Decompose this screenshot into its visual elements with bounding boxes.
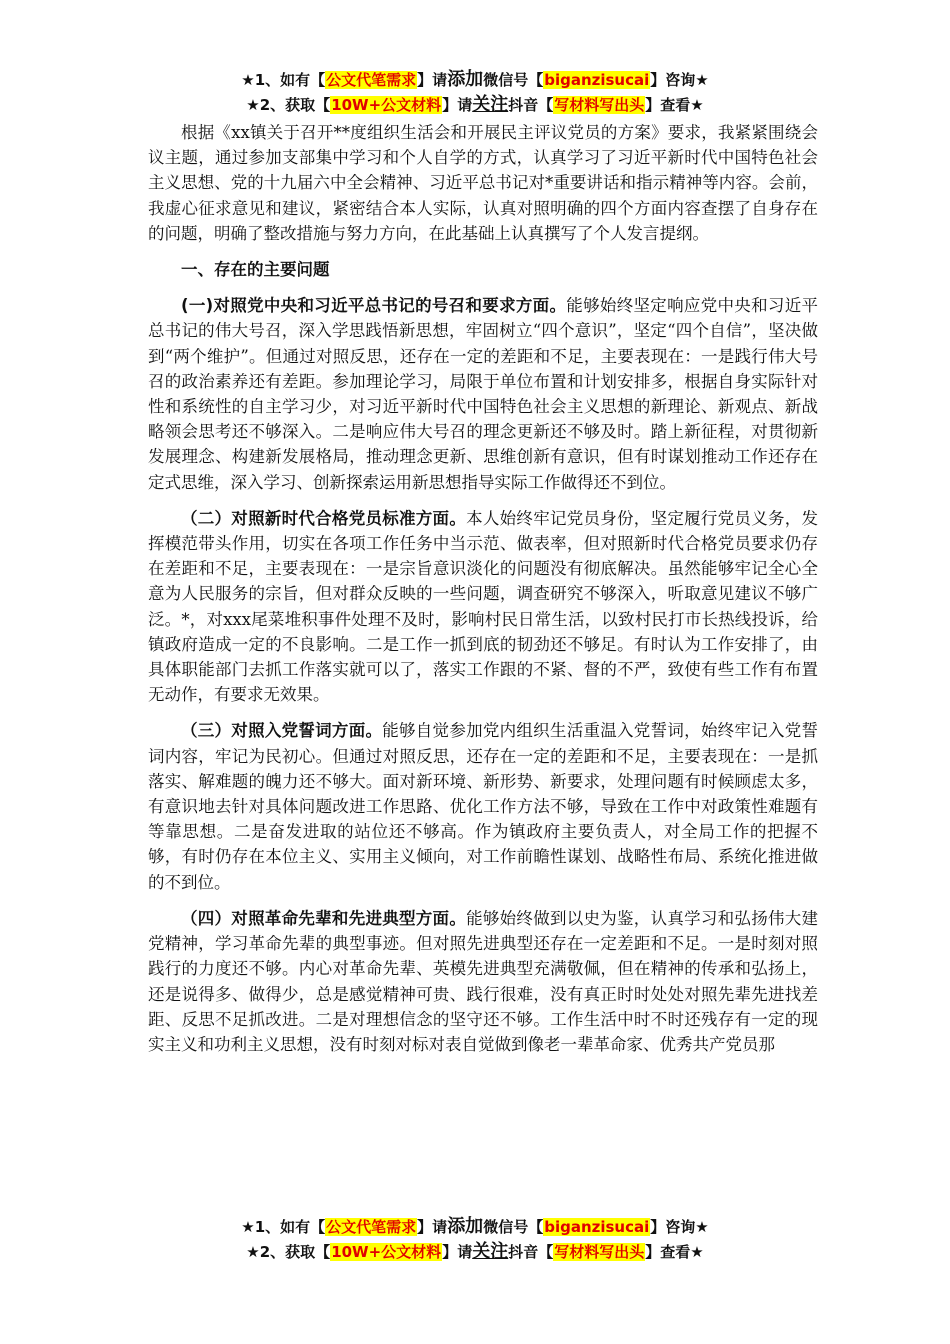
- document-body: [148, 120, 818, 1068]
- banner-bottom-line-1: [0, 1215, 950, 1239]
- banner-highlight: 10W+公文材料: [331, 96, 442, 114]
- star-icon: ★: [246, 1243, 260, 1261]
- banner-text: 】咨询★: [650, 1218, 709, 1236]
- paragraph-lead: （四）对照革命先辈和先进典型方面。: [181, 908, 467, 928]
- section-heading: 一、存在的主要问题: [181, 260, 330, 280]
- banner-douyin-id: 写材料写出头: [554, 1243, 645, 1261]
- paragraph-4: [148, 906, 818, 1057]
- banner-text: 】咨询★: [650, 71, 709, 89]
- banner-text: 2、获取【: [259, 96, 331, 114]
- paragraph-1: [148, 293, 818, 495]
- paragraph-body: 能够始终坚定响应党中央和习近平总书记的伟大号召，深入学思践悟新思想，牢固树立“四个意识”，坚定“四个自信”，坚决做到“两个维护”。但通过对照反思，还存在一定的差距和不足，主要表现在：一是践行伟大号召的政治素养还有差距。参加理论学习，局限于单位布置和计划安排多，根据自身实际针对性和系统性的自主学习少，对习近平新时代中国特色社会主义思想的新理论、新观点、新战略领会思考还不够深入。二是响应伟大号召的理念更新还不够及时。踏上新征程，对贯彻新发展理念、构建新发展格局，推动理念更新、思维创新有意识，但有时谋划推动工作还存在定式思维，深入学习、创新探索运用新思想指导实际工作做得还不到位。: [148, 296, 818, 492]
- star-icon: ★: [241, 1218, 255, 1236]
- paragraph-3: [148, 718, 818, 894]
- star-icon: ★: [246, 96, 260, 114]
- banner-text: 】查看★: [645, 96, 704, 114]
- paragraph-lead: （三）对照入党誓词方面。: [181, 721, 383, 741]
- banner-emphasis: 添加: [447, 69, 484, 90]
- banner-highlight: 公文代笔需求: [326, 71, 417, 89]
- banner-text: 抖音【: [508, 96, 554, 114]
- banner-emphasis: 关注: [472, 1241, 509, 1262]
- banner-text: 1、如有【: [254, 1218, 326, 1236]
- banner-text: 微信号【: [483, 71, 544, 89]
- paragraph-body: 能够始终做到以史为鉴，认真学习和弘扬伟大建党精神，学习革命先辈的典型事迹。但对照先进典型还存在一定差距和不足。一是时刻对照践行的力度还不够。内心对革命先辈、英模先进典型充满敬佩，但在精神的传承和弘扬上，还是说得多、做得少，总是感觉精神可贵、践行很难，没有真正时时处处对照先辈先进找差距、反思不足抓改进。二是对理想信念的坚守还不够。工作生活中时不时还残存有一定的现实主义和功利主义思想，没有时刻对标对表自觉做到像老一辈革命家、优秀共产党员那: [148, 908, 819, 1054]
- banner-text: 】请: [417, 71, 448, 89]
- paragraph-lead: （二）对照新时代合格党员标准方面。: [181, 508, 467, 528]
- paragraph-2: [148, 506, 818, 708]
- banner-wechat-id: biganzisucai: [544, 71, 650, 89]
- banner-emphasis: 关注: [472, 94, 509, 115]
- banner-bottom-line-2: [0, 1240, 950, 1264]
- banner-text: 】查看★: [645, 1243, 704, 1261]
- paragraph-lead: (一)对照党中央和习近平总书记的号召和要求方面。: [181, 296, 567, 316]
- banner-douyin-id: 写材料写出头: [554, 96, 645, 114]
- banner-highlight: 公文代笔需求: [326, 1218, 417, 1236]
- paragraph-body: 本人始终牢记党员身份，坚定履行党员义务，发挥模范带头作用，切实在各项工作任务中当示范、做表率，但对照新时代合格党员要求仍存在差距和不足，主要表现在：一是宗旨意识淡化的问题没有彻底解决。虽然能够牢记全心全意为人民服务的宗旨，但对群众反映的一些问题，调查研究不够深入，听取意见建议不够广泛。*，对xxx尾菜堆积事件处理不及时，影响村民日常生活，以致村民打市长热线投诉，给镇政府造成一定的不良影响。二是工作一抓到底的韧劲还不够足。有时认为工作安排了，由具体职能部门去抓工作落实就可以了，落实工作跟的不紧、督的不严，致使有些工作有布置无动作，有要求无效果。: [148, 508, 819, 705]
- star-icon: ★: [241, 71, 255, 89]
- banner-top-line-1: [0, 68, 950, 92]
- banner-text: 1、如有【: [254, 71, 326, 89]
- intro-paragraph: 根据《xx镇关于召开**度组织生活会和开展民主评议党员的方案》要求，我紧紧围绕会议主题，通过参加支部集中学习和个人自学的方式，认真学习了习近平新时代中国特色社会主义思想、党的十九届六中全会精神、习近平总书记对*重要讲话和指示精神等内容。会前，我虚心征求意见和建议，紧密结合本人实际，认真对照明确的四个方面内容查摆了自身存在的问题，明确了整改措施与努力方向，在此基础上认真撰写了个人发言提纲。: [148, 123, 818, 243]
- banner-top-line-2: [0, 93, 950, 117]
- banner-highlight: 10W+公文材料: [331, 1243, 442, 1261]
- banner-text: 2、获取【: [259, 1243, 331, 1261]
- banner-text: 】请: [417, 1218, 448, 1236]
- banner-text: 】请: [442, 1243, 473, 1261]
- paragraph-body: 能够自觉参加党内组织生活重温入党誓词，始终牢记入党誓词内容，牢记为民初心。但通过对照反思，还存在一定的差距和不足，主要表现在：一是抓落实、解难题的魄力还不够大。面对新环境、新形势、新要求，处理问题有时候顾虑太多，有意识地去针对具体问题改进工作思路、优化工作方法不够，导致在工作中对政策性难题有等靠思想。二是奋发进取的站位还不够高。作为镇政府主要负责人，对全局工作的把握不够，有时仍存在本位主义、实用主义倾向，对工作前瞻性谋划、战略性布局、系统化推进做的不到位。: [148, 721, 819, 892]
- banner-wechat-id: biganzisucai: [544, 1218, 650, 1236]
- banner-text: 】请: [442, 96, 473, 114]
- banner-emphasis: 添加: [447, 1216, 484, 1237]
- banner-text: 抖音【: [508, 1243, 554, 1261]
- banner-text: 微信号【: [483, 1218, 544, 1236]
